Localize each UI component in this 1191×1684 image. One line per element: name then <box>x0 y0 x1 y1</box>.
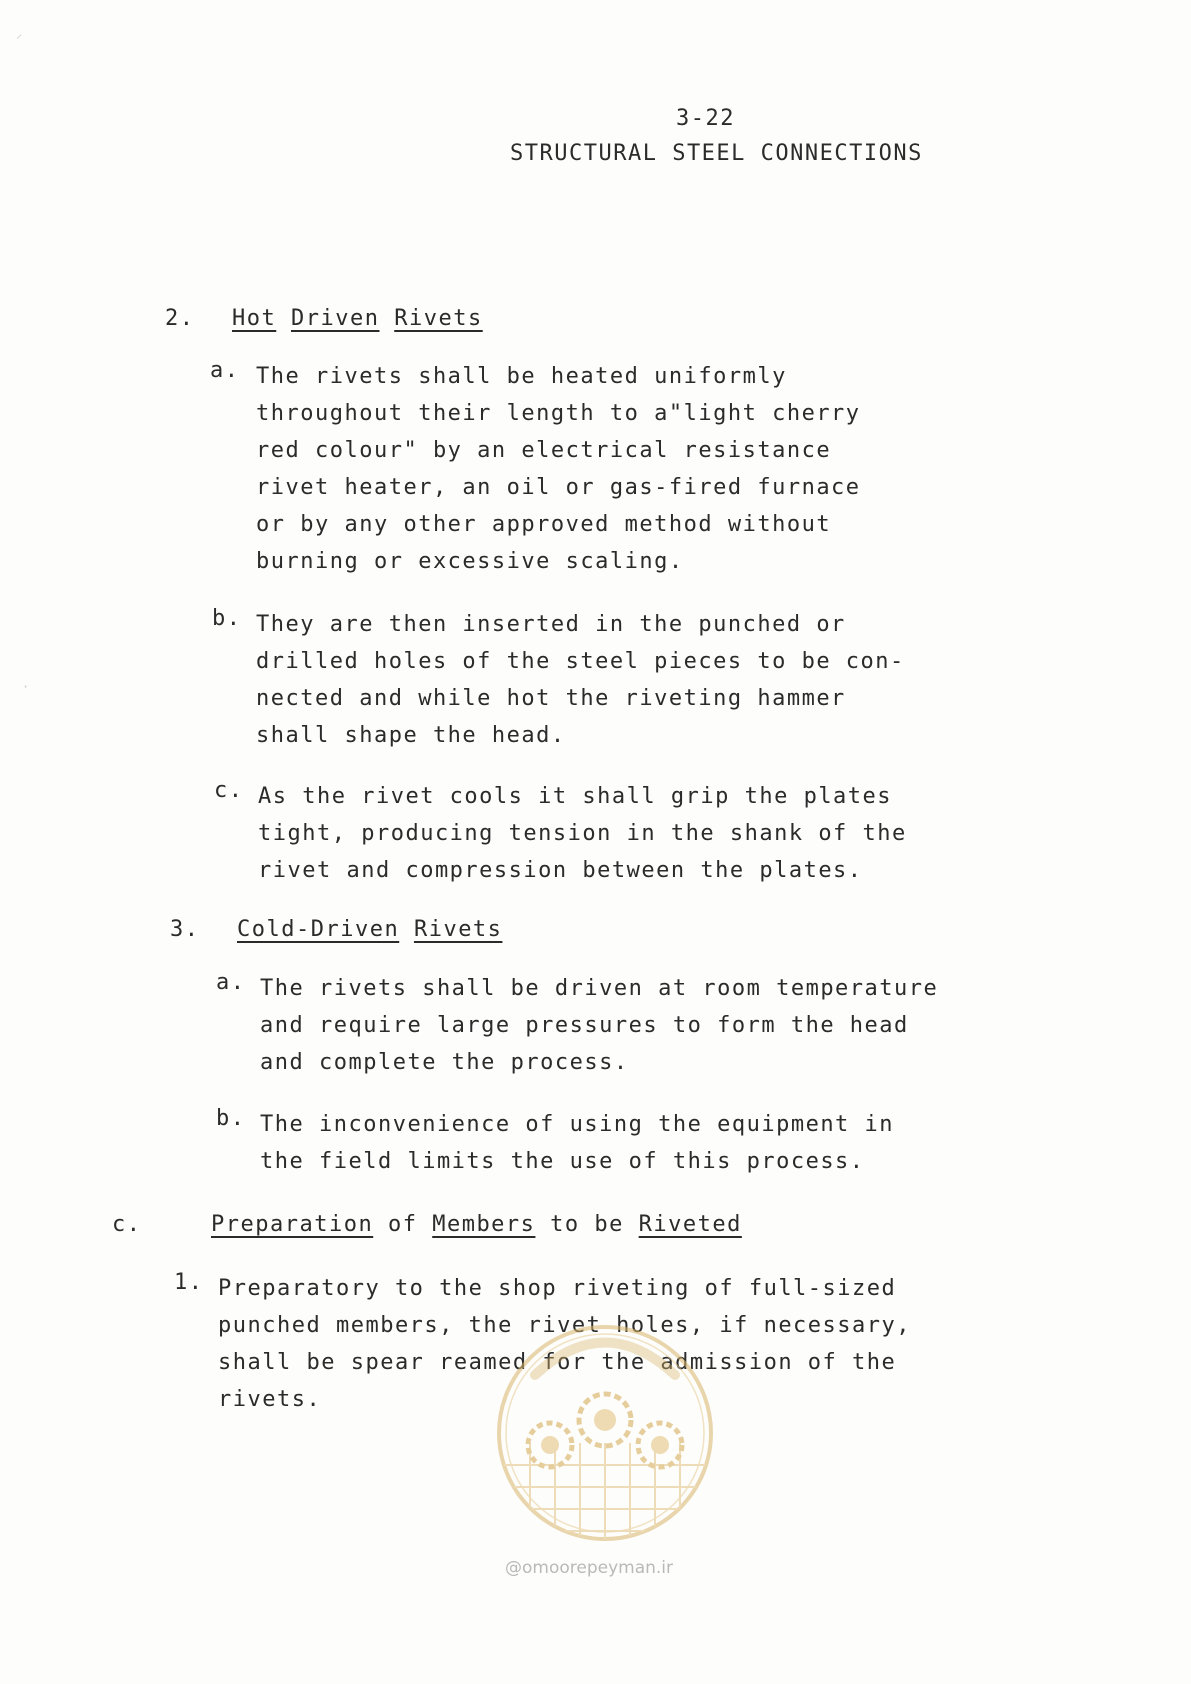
scan-speck: · <box>22 680 30 694</box>
text-line: or by any other approved method without <box>256 512 832 537</box>
text-line: They are then inserted in the punched or <box>256 612 846 637</box>
item-body <box>256 358 861 580</box>
heading-word: of <box>387 1212 418 1237</box>
item-body <box>258 778 907 889</box>
text-line: the field limits the use of this process. <box>260 1149 865 1174</box>
text-line: Preparatory to the shop riveting of full-sized <box>218 1276 897 1301</box>
page-number: 3-22 <box>676 106 735 131</box>
text-line: throughout their length to a"light cherry <box>256 401 861 426</box>
watermark-url: @omoorepeyman.ir <box>505 1558 674 1578</box>
item-body <box>260 970 938 1081</box>
heading-word: Riveted <box>638 1212 742 1237</box>
text-line: and require large pressures to form the head <box>260 1013 909 1038</box>
text-line: The rivets shall be driven at room temperature <box>260 976 939 1001</box>
text-line: As the rivet cools it shall grip the plates <box>258 784 893 809</box>
item-label: 1. <box>174 1270 204 1295</box>
heading-word: Driven <box>291 306 380 331</box>
item-body <box>260 1106 894 1180</box>
heading-word: to be <box>550 1212 624 1237</box>
item-label: b. <box>212 606 242 631</box>
text-line: punched members, the rivet holes, if necessary, <box>218 1313 912 1338</box>
item-body <box>256 606 905 754</box>
section-number: 3. <box>170 917 200 942</box>
page-title: STRUCTURAL STEEL CONNECTIONS <box>510 141 923 166</box>
text-line: rivet heater, an oil or gas-fired furnace <box>256 475 861 500</box>
text-line: tight, producing tension in the shank of the <box>258 821 907 846</box>
item-label: a. <box>216 970 246 995</box>
item-label: b. <box>216 1106 246 1131</box>
text-line: shall shape the head. <box>256 723 566 748</box>
item-label: c. <box>214 778 244 803</box>
text-line: shall be spear reamed for the admission of the <box>218 1350 897 1375</box>
text-line: rivet and compression between the plates. <box>258 858 863 883</box>
section-heading-preparation <box>112 1212 742 1237</box>
section-heading-cold-driven <box>170 917 502 942</box>
heading-word: Rivets <box>413 917 503 942</box>
heading-word: Cold-Driven <box>237 917 400 942</box>
heading-word: Rivets <box>394 306 483 331</box>
heading-word: Members <box>432 1212 536 1237</box>
text-line: drilled holes of the steel pieces to be con- <box>256 649 905 674</box>
text-line: red colour" by an electrical resistance <box>256 438 832 463</box>
text-line: nected and while hot the riveting hammer <box>256 686 846 711</box>
text-line: rivets. <box>218 1387 322 1412</box>
text-line: and complete the process. <box>260 1050 629 1075</box>
text-line: burning or excessive scaling. <box>256 549 684 574</box>
scan-speck: ⸍ <box>16 32 23 46</box>
text-line: The inconvenience of using the equipment in <box>260 1112 895 1137</box>
item-label: a. <box>210 358 240 383</box>
section-letter: c. <box>112 1212 142 1237</box>
section-heading-hot-driven <box>165 306 483 331</box>
heading-word: Preparation <box>211 1212 374 1237</box>
heading-word: Hot <box>232 306 277 331</box>
section-number: 2. <box>165 306 195 331</box>
watermark-seal-icon <box>490 1315 720 1565</box>
text-line: The rivets shall be heated uniformly <box>256 364 787 389</box>
